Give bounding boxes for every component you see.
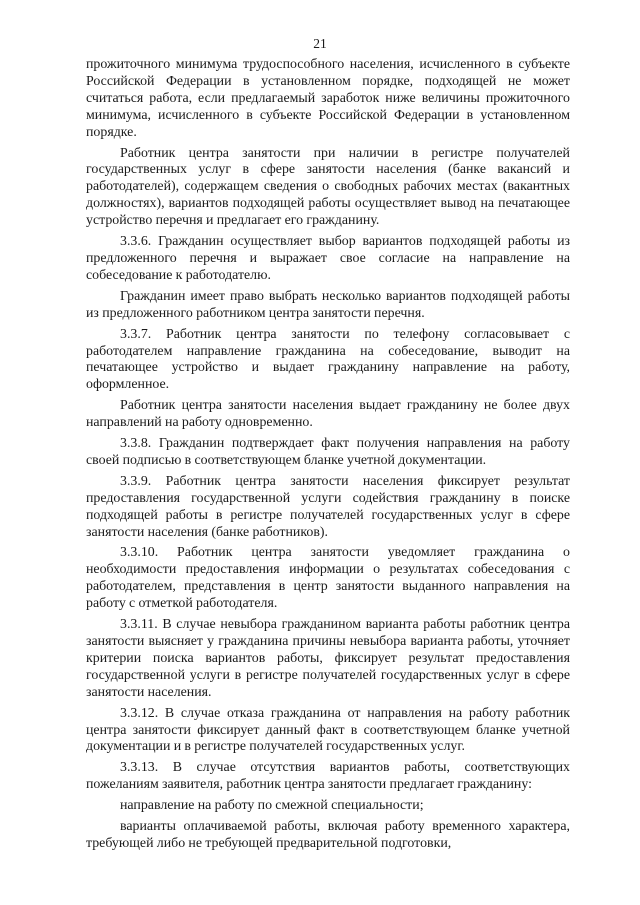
paragraph: Гражданин имеет право выбрать несколько вариантов подходящей работы из предложенного работником центра занятости перечня. [86,288,570,321]
paragraph: 3.3.9. Работник центра занятости населения фиксирует результат предоставления государственной услуги содействия гражданину в поиске подходящей работы в регистре получателей государственных услуг в сфере занятости населения (банке работников). [86,473,570,540]
paragraph: направление на работу по смежной специальности; [120,798,424,814]
paragraph: 3.3.10. Работник центра занятости уведомляет гражданина о необходимости предоставления информации о результатах собеседования с работодателем, представления в центр занятости выданного направления на работу с отметкой работодателя. [86,545,570,612]
paragraph: прожиточного минимума трудоспособного населения, исчисленного в субъекте Российской Федерации в установленном порядке, подходящей не может считаться работа, если предлагаемый заработок ниже величины прожиточного минимума, исчисленного в субъекте Российской Федерации в установленном порядке. [86,57,570,140]
paragraph: 3.3.6. Гражданин осуществляет выбор вариантов подходящей работы из предложенного перечня и выражает свое согласие на направление на собеседование к работодателю. [86,234,570,283]
paragraph: 3.3.8. Гражданин подтверждает факт получения направления на работу своей подписью в соответствующем бланке учетной документации. [86,436,570,468]
paragraph: варианты оплачиваемой работы, включая работу временного характера, требующей либо не требующей предварительной подготовки, [86,819,570,851]
paragraph: 3.3.13. В случае отсутствия вариантов работы, соответствующих пожеланиям заявителя, работник центра занятости предлагает гражданину: [86,760,570,793]
document-body [86,57,570,857]
paragraph: Работник центра занятости при наличии в регистре получателей государственных услуг в сфере занятости населения (банке вакансий и работодателей), содержащем сведения о свободных рабочих местах (вакантных должностях), вариантов подходящей работы осуществляет вывод на печатающее устройство перечня и предлагает его гражданину. [86,145,570,229]
paragraph: 3.3.11. В случае невыбора гражданином варианта работы работник центра занятости выясняет у гражданина причины невыбора варианта работы, уточняет критерии поиска вариантов работы, фиксирует результат предоставления государственной услуги в регистре получателей государственных услуг в сфере занятости населения. [86,617,570,700]
paragraph: 3.3.12. В случае отказа гражданина от направления на работу работник центра занятости фиксирует данный факт в соответствующем бланке учетной документации и в регистре получателей государственных услуг. [86,705,570,755]
paragraph: 3.3.7. Работник центра занятости по телефону согласовывает с работодателем направление гражданина на собеседование, выводит на печатающее устройство и выдает гражданину направление на работу, оформленное. [86,326,570,393]
page-number: 21 [313,36,327,51]
paragraph: Работник центра занятости населения выдает гражданину не более двух направлений на работу одновременно. [86,398,570,431]
